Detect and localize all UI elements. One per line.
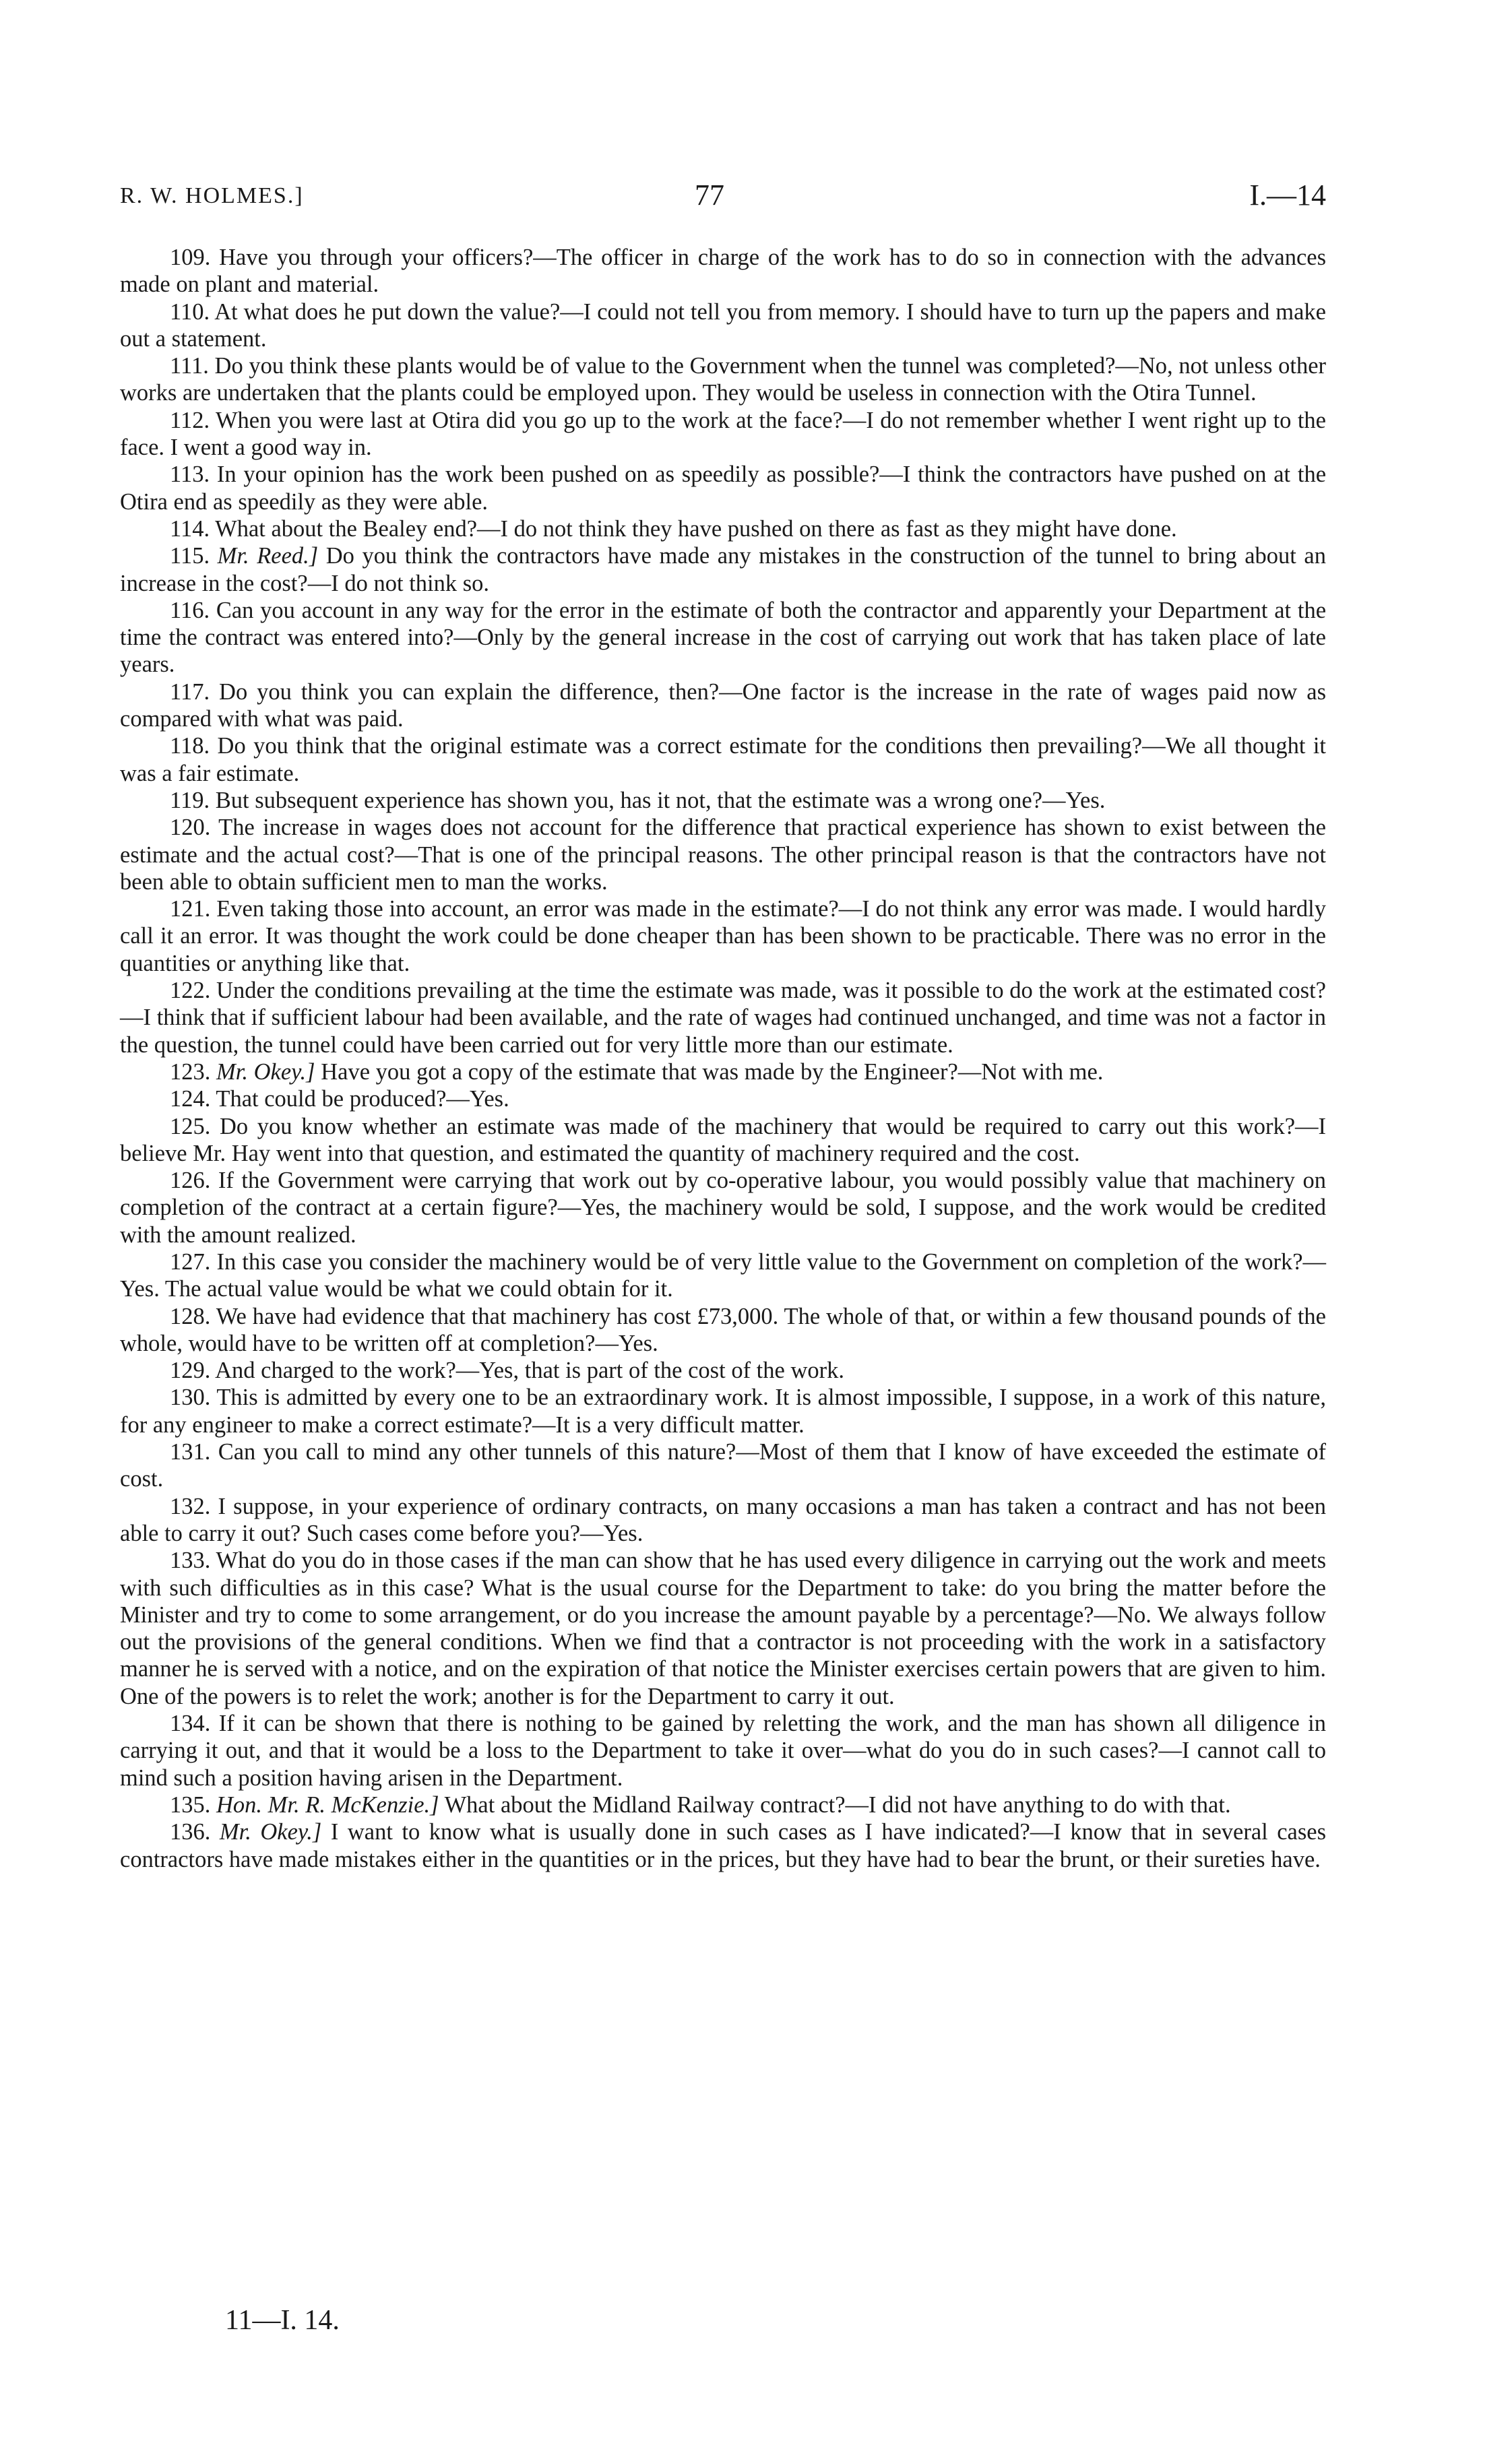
paper-reference: I.—14 (1249, 179, 1326, 212)
qa-paragraph (120, 814, 1326, 895)
question-answer-text: At what does he put down the value?—I could not tell you from memory. I should have to turn up the papers and make out a statement. (120, 298, 1326, 352)
question-number: 127. (170, 1248, 211, 1275)
qa-paragraph (120, 732, 1326, 787)
question-number: 133. (170, 1548, 211, 1574)
question-answer-text: The increase in wages does not account for the difference that practical experience has shown to exist between the estimate and the actual cost?—That is one of the principal reasons. The other principal reason is that the contractors have not been able to obtain sufficient men to man the works. (120, 815, 1326, 895)
question-answer-text: Can you account in any way for the error in the estimate of both the contractor and apparently your Department at the time the contract was entered into?—Only by the general increase in the cost of carrying out work that has taken place of late years. (120, 597, 1327, 678)
question-answer-text: Do you think that the original estimate was a correct estimate for the conditions then prevailing?—We all thought it was a fair estimate. (120, 733, 1327, 786)
qa-paragraph (120, 1357, 1326, 1384)
question-answer-text: What about the Midland Railway contract?—I did not have anything to do with that. (444, 1791, 1231, 1818)
qa-paragraph (120, 977, 1326, 1058)
question-number: 114. (170, 515, 210, 542)
qa-paragraph (120, 1085, 1326, 1112)
question-number: 130. (170, 1385, 211, 1411)
qa-paragraph (120, 678, 1326, 733)
qa-paragraph (120, 1493, 1326, 1548)
qa-paragraph (120, 1058, 1326, 1085)
question-answer-text: I suppose, in your experience of ordinary contracts, on many occasions a man has taken a contract and has not been able to carry it out? Such cases come before you?—Yes. (120, 1493, 1327, 1546)
question-number: 129. (170, 1358, 211, 1384)
witness-name: R. W. HOLMES.] (120, 183, 304, 208)
question-answer-text: We have had evidence that that machinery has cost £73,000. The whole of that, or within a few thousand pounds of the whole, would have to be written off at completion?—Yes. (120, 1303, 1326, 1356)
question-answer-text: Do you know whether an estimate was made of the machinery that would be required to carry out this work?—I believe Mr. Hay went into that question, and estimated the quantity of machinery required and the cost. (120, 1113, 1327, 1166)
qa-paragraph (120, 1547, 1326, 1710)
questioner-name: Mr. Okey.] (216, 1058, 315, 1085)
qa-paragraph (120, 515, 1326, 542)
question-number: 122. (170, 978, 211, 1004)
question-answer-text: That could be produced?—Yes. (216, 1086, 509, 1112)
qa-paragraph (120, 407, 1326, 462)
qa-paragraph (120, 1167, 1326, 1248)
question-answer-text: Do you think these plants would be of value to the Government when the tunnel was completed?—No, not unless other works are undertaken that the plants could be employed upon. They would be useless in connection with the Otira Tunnel. (120, 353, 1326, 406)
page-footer (225, 2304, 340, 2337)
qa-paragraph (120, 542, 1326, 597)
question-number: 135. (170, 1791, 211, 1818)
question-number: 128. (170, 1303, 211, 1329)
qa-paragraph (120, 787, 1326, 814)
question-answer-text: Have you got a copy of the estimate that was made by the Engineer?—Not with me. (321, 1058, 1104, 1085)
question-number: 120. (170, 815, 211, 841)
qa-paragraph (120, 1303, 1326, 1358)
question-number: 126. (170, 1168, 211, 1194)
evidence-body (120, 244, 1326, 1873)
question-answer-text: In your opinion has the work been pushed on as speedily as possible?—I think the contractors have pushed on at the Otira end as speedily as they were able. (120, 462, 1327, 515)
qa-paragraph (120, 1438, 1326, 1493)
question-number: 112. (170, 407, 210, 433)
question-number: 115. (170, 543, 210, 569)
qa-paragraph (120, 298, 1326, 353)
question-number: 113. (170, 462, 210, 488)
question-answer-text: Can you call to mind any other tunnels of this nature?—Most of them that I know of have exceeded the estimate of cost. (120, 1439, 1326, 1492)
question-answer-text: Have you through your officers?—The officer in charge of the work has to do so in connection with the advances made on plant and material. (120, 245, 1326, 298)
question-answer-text: Do you think you can explain the difference, then?—One factor is the increase in the rate of wages paid now as compared with what was paid. (120, 678, 1327, 732)
question-number: 110. (170, 298, 210, 325)
question-number: 131. (170, 1439, 211, 1465)
question-number: 134. (170, 1711, 211, 1737)
page-header (120, 179, 1326, 224)
question-answer-text: Even taking those into account, an error was made in the estimate?—I do not think any error was made. I would hardly call it an error. It was thought the work could be done cheaper than has been shown to be practicable. There was no error in the quantities or anything like that. (120, 896, 1327, 976)
question-number: 121. (170, 896, 211, 922)
qa-paragraph (120, 1248, 1326, 1303)
page-number: 77 (695, 179, 724, 212)
question-number: 117. (170, 678, 210, 705)
question-number: 125. (170, 1113, 211, 1139)
qa-paragraph (120, 461, 1326, 515)
qa-paragraph (120, 244, 1326, 298)
question-answer-text: When you were last at Otira did you go up to the work at the face?—I do not remember whether I went right up to the face. I went a good way in. (120, 407, 1326, 461)
question-answer-text: If it can be shown that there is nothing to be gained by reletting the work, and the man has shown all diligence in carrying it out, and that it would be a loss to the Department to take it over—what do you do in such cases?—I cannot call to mind such a position having arisen in the Department. (120, 1711, 1327, 1791)
question-number: 124. (170, 1086, 211, 1112)
qa-paragraph (120, 895, 1326, 977)
question-answer-text: In this case you consider the machinery would be of very little value to the Government on completion of the work?—Yes. The actual value would be what we could obtain for it. (120, 1248, 1327, 1302)
qa-paragraph (120, 1384, 1326, 1438)
questioner-name: Mr. Reed.] (217, 543, 319, 569)
qa-paragraph (120, 1710, 1326, 1791)
question-number: 116. (170, 597, 210, 623)
question-number: 132. (170, 1493, 211, 1519)
question-number: 123. (170, 1058, 211, 1085)
question-answer-text: If the Government were carrying that work out by co-operative labour, you would possibly value that machinery on completion of the contract at a certain figure?—Yes, the machinery would be sold, I suppose, and the work would be credited with the amount realized. (120, 1168, 1327, 1248)
question-number: 109. (170, 245, 211, 270)
qa-paragraph (120, 352, 1326, 407)
question-number: 118. (170, 733, 210, 759)
question-answer-text: Do you think the contractors have made any mistakes in the construction of the tunnel to bring about an increase in the cost?—I do not think so. (120, 543, 1326, 596)
question-answer-text: This is admitted by every one to be an extraordinary work. It is almost impossible, I suppose, in a work of this nature, for any engineer to make a correct estimate?—It is a very difficult matter. (120, 1385, 1326, 1438)
qa-paragraph (120, 1818, 1326, 1873)
question-answer-text: And charged to the work?—Yes, that is part of the cost of the work. (215, 1358, 844, 1384)
questioner-name: Mr. Okey.] (219, 1819, 322, 1845)
question-number: 111. (170, 353, 209, 379)
question-answer-text: What about the Bealey end?—I do not think they have pushed on there as fast as they might have done. (215, 515, 1177, 542)
question-answer-text: But subsequent experience has shown you, has it not, that the estimate was a wrong one?—Yes. (215, 787, 1106, 813)
signature-mark: 11—I. 14. (225, 2305, 340, 2336)
question-number: 119. (170, 787, 210, 813)
qa-paragraph (120, 597, 1326, 678)
question-answer-text: Under the conditions prevailing at the time the estimate was made, was it possible to do the work at the estimated cost?—I think that if sufficient labour had been available, and the rate of wages had continued unchanged, and time was not a factor in the question, the tunnel could have been carried out for very little more than our estimate. (120, 978, 1326, 1058)
qa-paragraph (120, 1113, 1326, 1168)
qa-paragraph (120, 1791, 1326, 1818)
questioner-name: Hon. Mr. R. McKenzie.] (216, 1791, 439, 1818)
question-answer-text: I want to know what is usually done in such cases as I have indicated?—I know that in several cases contractors have made mistakes either in the quantities or in the prices, but they have had to bear the brunt, or their sureties have. (120, 1819, 1327, 1872)
question-answer-text: What do you do in those cases if the man can show that he has used every diligence in carrying out the work and meets with such difficulties as in this case? What is the usual course for the Department to take: do you bring the matter before the Minister and try to come to some arrangement, or do you increase the amount payable by a percentage?—No. We always follow out the provisions of the general conditions. When we find that a contractor is not proceeding with the work in a satisfactory manner he is served with a notice, and on the expiration of that notice the Minister exercises certain powers that are given to him. One of the powers is to relet the work; another is for the Department to carry it out. (120, 1548, 1326, 1709)
question-number: 136. (170, 1819, 211, 1845)
